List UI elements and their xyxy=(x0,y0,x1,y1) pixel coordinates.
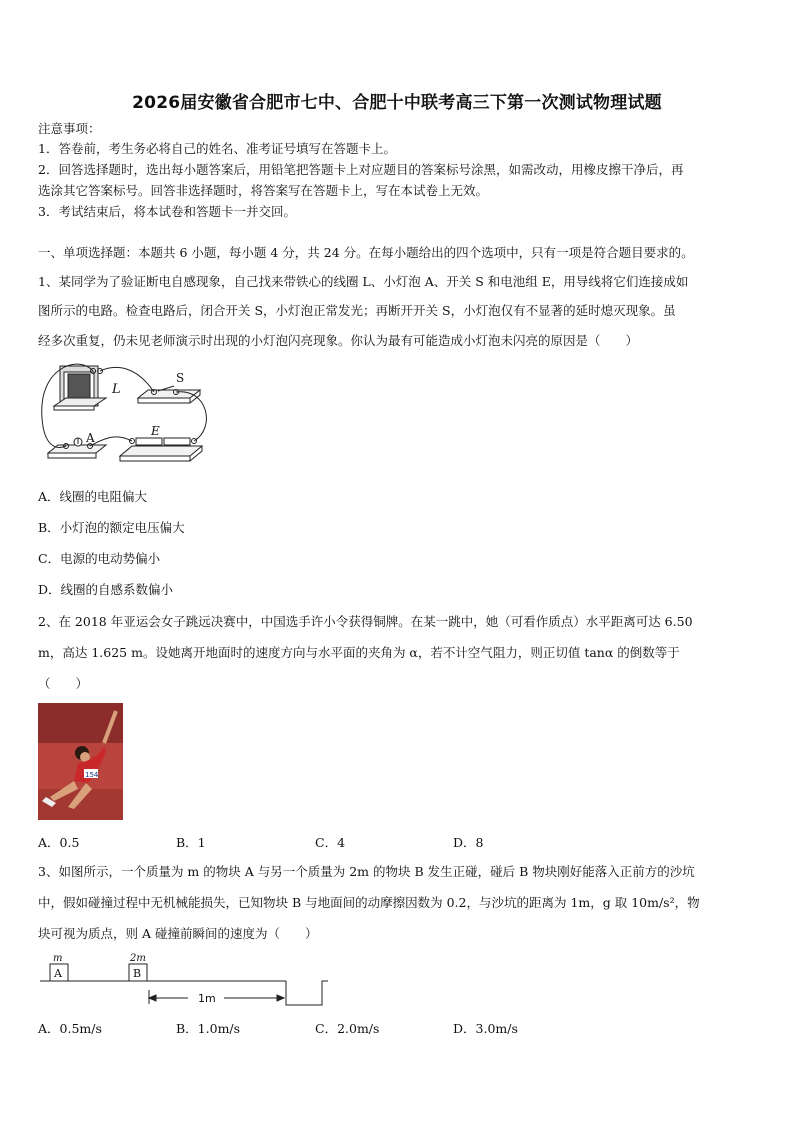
fig-label-m: m xyxy=(53,953,63,964)
long-jump-photo xyxy=(38,703,123,820)
q1-stem-line: 图所示的电路。检查电路后，闭合开关 S，小灯泡正常发光；再断开开关 S，小灯泡仅有不显著的延时熄灭现象。虽 xyxy=(38,303,676,318)
notice-item: 3．考试结束后，将本试卷和答题卡一并交回。 xyxy=(38,204,296,219)
q1-stem-line: 1、某同学为了验证断电自感现象，自己找来带铁心的线圈 L、小灯泡 A、开关 S 和电池组 E，用导线将它们连接成如 xyxy=(38,274,689,289)
q3-option-a: A．0.5m/s xyxy=(38,1021,102,1036)
q3-stem-line: 块可视为质点，则 A 碰撞前瞬间的速度为（ ） xyxy=(38,926,318,941)
q3-stem-line: 3、如图所示，一个质量为 m 的物块 A 与另一个质量为 2m 的物块 B 发生正碰，碰后 B 物块刚好能落入正前方的沙坑 xyxy=(38,864,695,879)
q3-stem-line: 中，假如碰撞过程中无机械能损失，已知物块 B 与地面间的动摩擦因数为 0.2，与沙坑的距离为 1m，g 取 10m/s²，物 xyxy=(38,895,700,910)
section-heading: 一、单项选择题：本题共 6 小题，每小题 4 分，共 24 分。在每小题给出的四个选项中，只有一项是符合题目要求的。 xyxy=(38,245,694,260)
fig-label-S: S xyxy=(176,371,185,385)
q3-block-figure xyxy=(38,950,338,1010)
q1-circuit-figure xyxy=(38,358,213,470)
q1-stem-line: 经多次重复，仍未见老师演示时出现的小灯泡闪亮现象。你认为最有可能造成小灯泡未闪亮的原因是（ ） xyxy=(38,333,639,348)
q2-option-c: C．4 xyxy=(315,835,346,850)
fig-label-E: E xyxy=(151,424,160,438)
notice-item: 2．回答选择题时，选出每小题答案后，用铅笔把答题卡上对应题目的答案标号涂黑，如需改动，用橡皮擦干净后，再 xyxy=(38,162,684,177)
q2-stem-line: 2、在 2018 年亚运会女子跳远决赛中，中国选手许小令获得铜牌。在某一跳中，她（可看作质点）水平距离可达 6.50 xyxy=(38,614,693,629)
fig-label-L: L xyxy=(112,382,121,397)
page-title: 2026届安徽省合肥市七中、合肥十中联考高三下第一次测试物理试题 xyxy=(132,93,662,113)
q1-option-c: C．电源的电动势偏小 xyxy=(38,551,161,566)
q3-option-b: B．1.0m/s xyxy=(176,1021,241,1036)
q3-option-c: C．2.0m/s xyxy=(315,1021,380,1036)
q1-option-d: D．线圈的自感系数偏小 xyxy=(38,582,174,597)
notice-item: 选涂其它答案标号。回答非选择题时，将答案写在答题卡上，写在本试卷上无效。 xyxy=(38,183,489,198)
q2-option-d: D．8 xyxy=(453,835,484,850)
q2-option-a: A．0.5 xyxy=(38,835,80,850)
fig-label-2m: 2m xyxy=(130,953,146,964)
q1-option-b: B．小灯泡的额定电压偏大 xyxy=(38,520,185,535)
bib-number: 154 xyxy=(85,771,99,779)
q3-option-d: D．3.0m/s xyxy=(453,1021,518,1036)
fig-label-block-b: B xyxy=(133,967,142,980)
fig-label-distance: 1m xyxy=(198,992,216,1005)
fig-label-block-a: A xyxy=(54,967,62,980)
fig-label-A: A xyxy=(86,431,95,445)
q2-stem-line: （ ） xyxy=(38,676,89,691)
q1-option-a: A．线圈的电阻偏大 xyxy=(38,489,148,504)
q2-option-b: B．1 xyxy=(176,835,206,850)
notice-item: 1．答卷前，考生务必将自己的姓名、准考证号填写在答题卡上。 xyxy=(38,141,396,156)
q2-stem-line: m，高达 1.625 m。设她离开地面时的速度方向与水平面的夹角为 α，若不计空气阻力，则正切值 tanα 的倒数等于 xyxy=(38,645,680,660)
notice-heading: 注意事项： xyxy=(38,121,101,136)
